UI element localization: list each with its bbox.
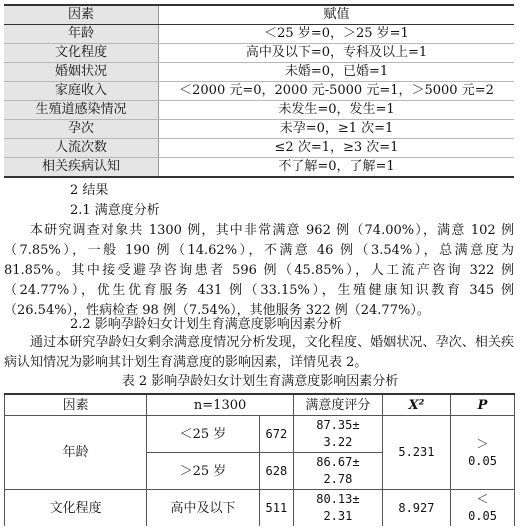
score-sd: 2.31 — [323, 509, 353, 523]
value-cell: 未婚=0，已婚=1 — [159, 63, 515, 82]
score-sd: 2.78 — [323, 472, 353, 486]
factor-cell: 年龄 — [5, 416, 147, 490]
factor-cell: 婚姻状况 — [4, 63, 159, 82]
group-cell: 高中及以下 — [147, 490, 260, 527]
factor-cell: 人流次数 — [4, 139, 159, 158]
value-cell: 高中及以下=0，专科及以上=1 — [159, 44, 515, 63]
header-factor: 因素 — [4, 5, 159, 25]
header-n: n=1300 — [147, 394, 294, 416]
table-row — [5, 490, 515, 527]
header-p: P — [451, 394, 515, 416]
table-row — [4, 101, 514, 120]
factor-cell: 家庭收入 — [4, 82, 159, 101]
factor-cell: 生殖道感染情况 — [4, 101, 159, 120]
section-heading-results: 2 结果 — [70, 183, 109, 198]
score-cell — [294, 416, 383, 453]
score-cell — [294, 453, 383, 490]
factor-cell: 年龄 — [4, 25, 159, 44]
factor-cell: 相关疾病认知 — [4, 158, 159, 178]
value-cell: ＜2000 元=0，2000 元-5000 元=1，＞5000 元=2 — [159, 82, 515, 101]
table-row — [4, 120, 514, 139]
table-row — [4, 63, 514, 82]
p-value: 0.05 — [468, 509, 497, 523]
factor-analysis-table — [4, 393, 515, 526]
value-cell: 未孕=0，≥1 次=1 — [159, 120, 515, 139]
factor-cell: 文化程度 — [5, 490, 147, 527]
group-cell: ＜25 岁 — [147, 416, 260, 453]
factor-cell: 孕次 — [4, 120, 159, 139]
table-row — [4, 158, 514, 178]
header-score: 满意度评分 — [294, 394, 383, 416]
value-cell: ＜25 岁=0，＞25 岁=1 — [159, 25, 515, 44]
table-row — [4, 82, 514, 101]
paragraph-factors: 通过本研究孕龄妇女剩余满意度情况分析发现，文化程度、婚姻状况、孕次、相关疾病认知情况为影响其计划生育满意度的影响因素，详情见表 2。 — [4, 335, 514, 370]
value-cell: 不了解=0，了解=1 — [159, 158, 515, 178]
p-value: 0.05 — [468, 453, 497, 468]
score-mean: 87.35± — [316, 418, 360, 432]
chi-square-cell: 8.927 — [382, 490, 450, 527]
score-mean: 80.13± — [316, 492, 360, 506]
table-header-row — [5, 394, 515, 416]
paragraph-satisfaction: 本研究调查对象共 1300 例，其中非常满意 962 例（74.00%），满意 102 例（7.85%），一般 190 例（14.62%），不满意 46 例（3.54%），总满意度为 81.85%。其中接受避孕咨询患者 596 例（45.85%），人工流产咨询 322 例（24.77%），优生优育服务 431 例（33.15%），生殖健康知识教育 345 例（26.54%），性病检查 98 例（7.54%），其他服务 322 例（24.77%）。 — [4, 223, 514, 318]
score-sd: 3.22 — [323, 435, 353, 449]
table-caption: 表 2 影响孕龄妇女计划生育满意度影响因素分析 — [121, 374, 399, 389]
assignment-table — [4, 4, 514, 178]
score-cell — [294, 490, 383, 527]
chi-square-cell: 5.231 — [382, 416, 450, 490]
factor-cell: 文化程度 — [4, 44, 159, 63]
group-cell: ＞25 岁 — [147, 453, 260, 490]
section-heading-satisfaction: 2.1 满意度分析 — [70, 203, 160, 218]
p-sign: ＞ — [476, 436, 489, 451]
value-cell: ≤2 次=1，≥3 次=1 — [159, 139, 515, 158]
table-row — [4, 139, 514, 158]
value-cell: 未发生=0，发生=1 — [159, 101, 515, 120]
p-cell — [451, 416, 515, 490]
table-header-row — [4, 5, 514, 25]
count-cell: 628 — [259, 453, 293, 490]
table-row — [4, 44, 514, 63]
score-mean: 86.67± — [316, 455, 360, 469]
table-row — [4, 25, 514, 44]
count-cell: 511 — [259, 490, 293, 527]
header-factor: 因素 — [5, 394, 147, 416]
p-cell — [451, 490, 515, 527]
table-row — [5, 416, 515, 453]
header-value: 赋值 — [159, 5, 515, 25]
p-sign: ＜ — [476, 492, 489, 506]
header-chi-square: X² — [382, 394, 450, 416]
section-heading-factors: 2.2 影响孕龄妇女计划生育满意度影响因素分析 — [70, 317, 342, 332]
count-cell: 672 — [259, 416, 293, 453]
